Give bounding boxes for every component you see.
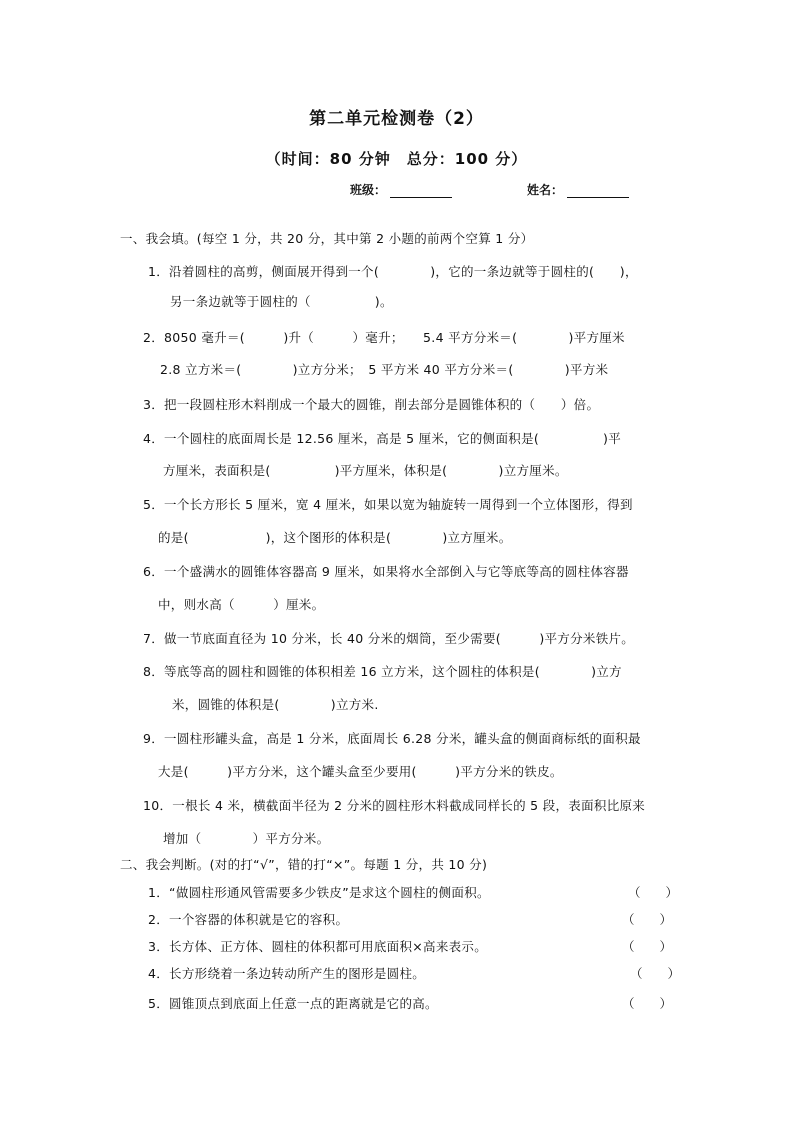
question-line: 6．一个盛满水的圆锥体容器高 9 厘米，如果将水全部倒入与它等底等高的圆柱体容器: [143, 564, 629, 579]
class-blank: [390, 185, 452, 198]
judge-item-text: 3．长方体、正方体、圆柱的体积都可用底面积×高来表示。: [148, 939, 488, 954]
judge-item-text: 5．圆锥顶点到底面上任意一点的距离就是它的高。: [148, 996, 438, 1011]
question-line: 方厘米，表面积是( )平方厘米，体积是( )立方厘米。: [163, 463, 568, 478]
question-line: 2．8050 毫升＝( )升（ ）毫升； 5.4 平方分米＝( )平方厘米: [143, 330, 625, 345]
question-line: 另一条边就等于圆柱的（ )。: [170, 294, 393, 309]
judge-item-text: 2．一个容器的体积就是它的容积。: [148, 912, 349, 927]
question-line: 1．沿着圆柱的高剪，侧面展开得到一个( )，它的一条边就等于圆柱的( )，: [148, 264, 638, 279]
question-line: 9．一圆柱形罐头盒，高是 1 分米，底面周长 6.28 分米，罐头盒的侧面商标纸的面积最: [143, 731, 641, 746]
name-label: 姓名：: [527, 183, 564, 197]
judge-answer-box[interactable]: （ ）: [630, 966, 681, 981]
question-line: 中，则水高（ ）厘米。: [158, 597, 325, 612]
judge-answer-box[interactable]: （ ）: [628, 885, 679, 900]
section-heading-fill: 一、我会填。(每空 1 分，共 20 分，其中第 2 小题的前两个空算 1 分）: [120, 231, 534, 246]
question-line: 4．一个圆柱的底面周长是 12.56 厘米，高是 5 厘米，它的侧面积是( )平: [143, 431, 622, 446]
question-line: 的是( )，这个图形的体积是( )立方厘米。: [158, 530, 512, 545]
question-line: 3．把一段圆柱形木料削成一个最大的圆锥，削去部分是圆锥体积的（ ）倍。: [143, 397, 600, 412]
judge-answer-box[interactable]: （ ）: [622, 939, 673, 954]
question-line: 增加（ ）平方分米。: [163, 831, 330, 846]
section-heading-judge: 二、我会判断。(对的打“√”，错的打“×”。每题 1 分，共 10 分): [120, 857, 488, 872]
question-line: 米，圆锥的体积是( )立方米.: [172, 697, 379, 712]
page-title: 第二单元检测卷（2）: [309, 109, 484, 129]
question-line: 10．一根长 4 米，横截面半径为 2 分米的圆柱形木料截成同样长的 5 段，表面积比原来: [143, 798, 646, 813]
question-line: 8．等底等高的圆柱和圆锥的体积相差 16 立方米，这个圆柱的体积是( )立方: [143, 664, 622, 679]
question-line: 5．一个长方形长 5 厘米，宽 4 厘米，如果以宽为轴旋转一周得到一个立体图形，得到: [143, 497, 633, 512]
class-field: [350, 181, 452, 198]
judge-answer-box[interactable]: （ ）: [622, 912, 673, 927]
judge-answer-box[interactable]: （ ）: [622, 996, 673, 1011]
judge-item-text: 4．长方形绕着一条边转动所产生的图形是圆柱。: [148, 966, 426, 981]
page-subtitle: （时间：80 分钟 总分：100 分）: [265, 150, 528, 168]
class-label: 班级：: [350, 183, 387, 197]
question-line: 7．做一节底面直径为 10 分米，长 40 分米的烟筒，至少需要( )平方分米铁片。: [143, 631, 635, 646]
question-line: 大是( )平方分米，这个罐头盒至少要用( )平方分米的铁皮。: [158, 764, 563, 779]
name-field: [527, 181, 629, 198]
name-blank: [567, 185, 629, 198]
judge-item-text: 1．“做圆柱形通风管需要多少铁皮”是求这个圆柱的侧面积。: [148, 885, 490, 900]
question-line: 2.8 立方米＝( )立方分米； 5 平方米 40 平方分米＝( )平方米: [160, 362, 609, 377]
